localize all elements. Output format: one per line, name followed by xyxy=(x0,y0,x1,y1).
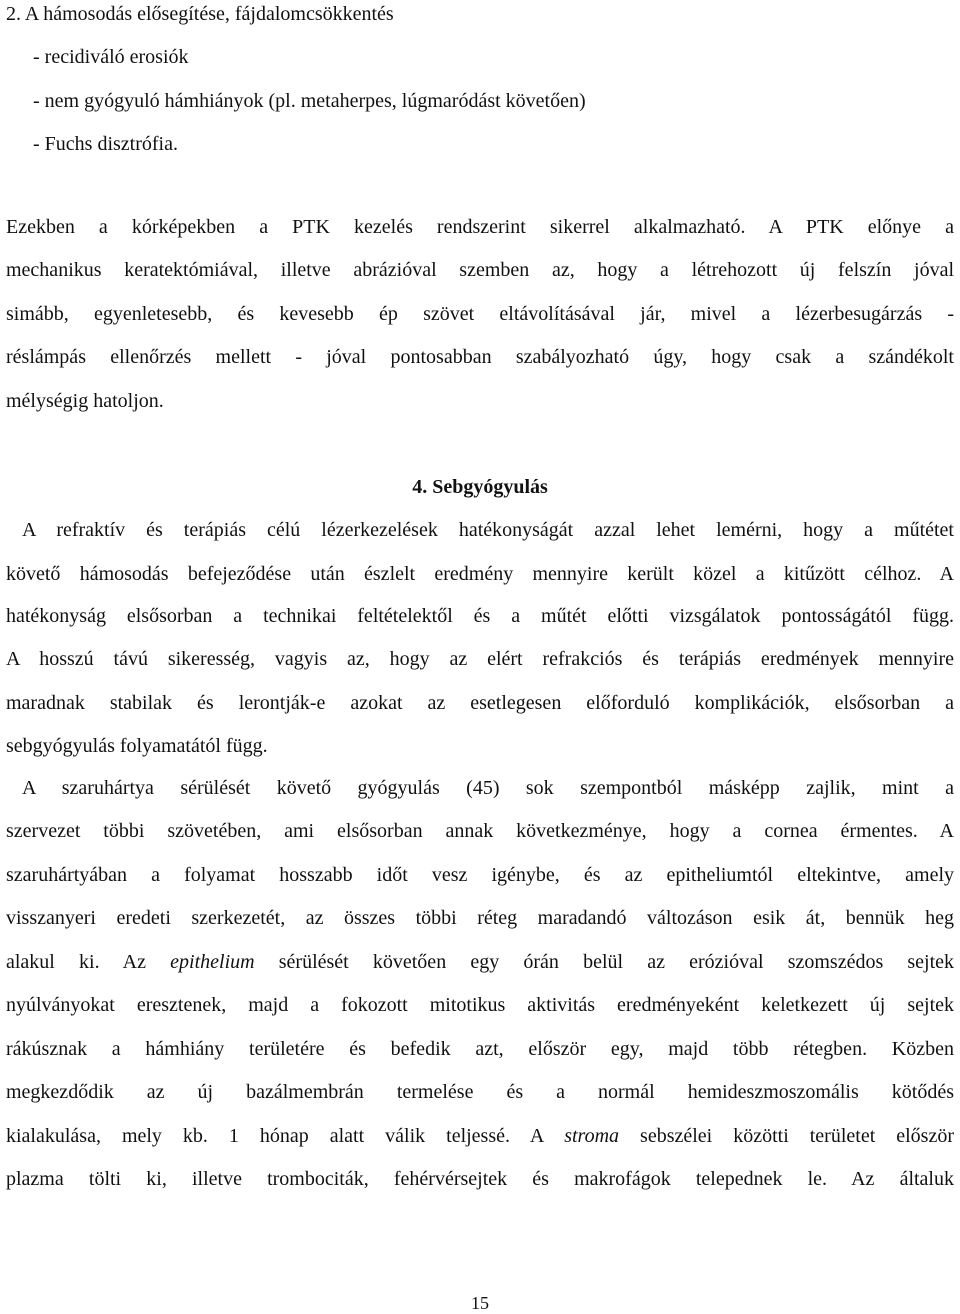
paragraph-line: A szaruhártya sérülését követő gyógyulás (45) sok szempontból másképp zajlik, mint a xyxy=(22,777,954,799)
paragraph-line: maradnak stabilak és lerontják-e azokat az esetlegesen előforduló komplikációk, elsősorban a xyxy=(6,692,954,714)
text-segment: kialakulása, mely kb. 1 hónap alatt válik teljessé. A xyxy=(6,1125,544,1147)
text-segment: sebszélei közötti területet először xyxy=(640,1125,954,1147)
list-item: - nem gyógyuló hámhiányok (pl. metaherpes, lúgmaródást követően) xyxy=(33,90,586,112)
section-4-heading: 4. Sebgyógyulás xyxy=(412,476,548,498)
paragraph-line: A refraktív és terápiás célú lézerkezelések hatékonyságát azzal lehet lemérni, hogy a műtétet xyxy=(22,519,954,541)
paragraph-line: mechanikus keratektómiával, illetve abrázióval szemben az, hogy a létrehozott új felszín jóval xyxy=(6,259,954,281)
italic-term: stroma xyxy=(564,1125,620,1147)
paragraph-line: simább, egyenletesebb, és kevesebb ép szövet eltávolításával jár, mivel a lézerbesugárzás - xyxy=(6,303,954,325)
paragraph-line: szaruhártyában a folyamat hosszabb időt vesz igénybe, és az epitheliumtól eltekintve, amely xyxy=(6,864,954,886)
text-segment: sérülését követően egy órán belül az erózióval szomszédos sejtek xyxy=(278,951,955,973)
text-segment: alakul ki. Az xyxy=(6,951,146,973)
paragraph-line xyxy=(6,949,954,975)
page-number: 15 xyxy=(471,1293,489,1313)
paragraph-line: hatékonyság elsősorban a technikai feltételektől és a műtét előtti vizsgálatok pontosságától függ. xyxy=(6,605,954,627)
paragraph-line: réslámpás ellenőrzés mellett - jóval pontosabban szabályozható úgy, hogy csak a szándékolt xyxy=(6,346,954,368)
paragraph-line: Ezekben a kórképekben a PTK kezelés rendszerint sikerrel alkalmazható. A PTK előnye a xyxy=(6,216,954,238)
list-item: - recidiváló erosiók xyxy=(33,46,189,68)
paragraph-line xyxy=(6,1123,954,1149)
paragraph-line: követő hámosodás befejeződése után észlelt eredmény mennyire került közel a kitűzött célhoz. A xyxy=(6,563,954,585)
list-item: - Fuchs disztrófia. xyxy=(33,133,178,155)
paragraph-line: mélységig hatoljon. xyxy=(6,390,164,412)
section-2-title: 2. A hámosodás elősegítése, fájdalomcsökkentés xyxy=(6,3,394,25)
paragraph-line: A hosszú távú sikeresség, vagyis az, hogy az elért refrakciós és terápiás eredmények mennyire xyxy=(6,648,954,670)
paragraph-line: visszanyeri eredeti szerkezetét, az összes többi réteg maradandó változáson esik át, bennük heg xyxy=(6,907,954,929)
paragraph-line: nyúlványokat eresztenek, majd a fokozott mitotikus aktivitás eredményeként keletkezett új sejtek xyxy=(6,994,954,1016)
paragraph-line: rákúsznak a hámhiány területére és befedik azt, először egy, majd több rétegben. Közben xyxy=(6,1038,954,1060)
paragraph-line: sebgyógyulás folyamatától függ. xyxy=(6,735,268,757)
italic-term: epithelium xyxy=(170,951,255,973)
paragraph-line: szervezet többi szövetében, ami elsősorban annak következménye, hogy a cornea érmentes. A xyxy=(6,820,954,842)
paragraph-line: plazma tölti ki, illetve trombociták, fehérvérsejtek és makrofágok telepednek le. Az általuk xyxy=(6,1168,954,1190)
paragraph-line: megkezdődik az új bazálmembrán termelése és a normál hemideszmoszomális kötődés xyxy=(6,1081,954,1103)
